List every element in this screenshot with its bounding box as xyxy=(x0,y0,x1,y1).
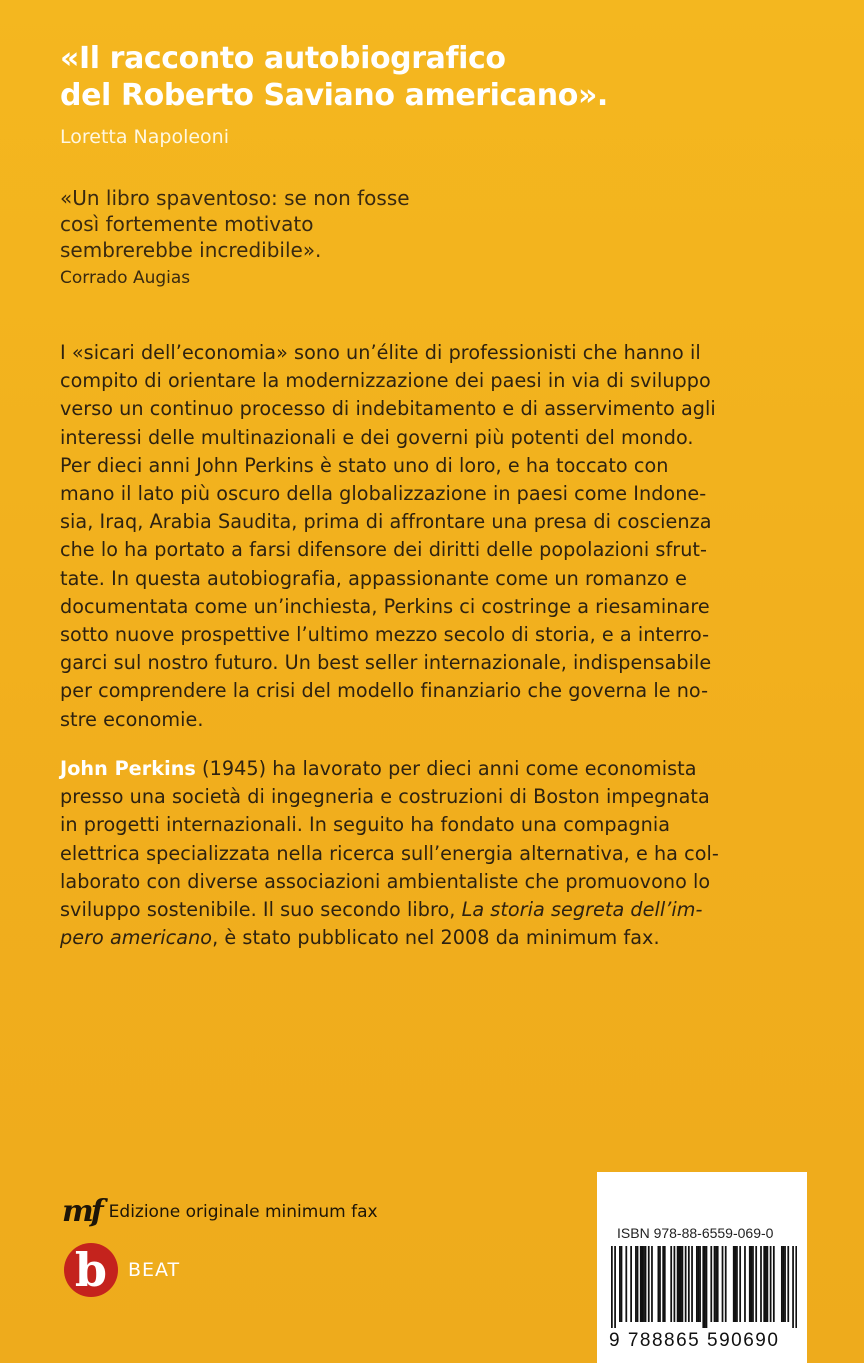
barcode-bar xyxy=(614,1246,616,1328)
barcode-bar xyxy=(658,1246,660,1322)
barcode-bar xyxy=(751,1246,753,1322)
barcode-bar xyxy=(625,1246,627,1322)
bio-line-text: (1945) ha lavorato per dieci anni come economista xyxy=(195,757,697,780)
blurb-line: sia, Iraq, Arabia Saudita, prima di affrontare una presa di coscienza xyxy=(60,510,712,534)
barcode-bar xyxy=(651,1246,653,1322)
bio-line xyxy=(60,896,800,924)
barcode-bar xyxy=(680,1246,682,1322)
beat-imprint xyxy=(64,1243,180,1297)
blurb-line: I «sicari dell’economia» sono un’élite di professionisti che hanno il xyxy=(60,341,701,364)
minimum-fax-credit xyxy=(62,1194,378,1229)
blurb-line: stre economie. xyxy=(60,707,204,731)
barcode-bar xyxy=(691,1246,693,1322)
barcode-bar xyxy=(682,1246,684,1322)
barcode-bar xyxy=(725,1246,727,1322)
second-quote: «Un libro spaventoso: se non fosse così fortemente motivato sembrerebbe incredibile». xyxy=(60,186,410,262)
minimum-fax-logo: mf xyxy=(62,1194,101,1229)
bio-line: in progetti internazionali. In seguito ha fondato una compagnia xyxy=(60,813,671,837)
barcode-bar xyxy=(739,1246,741,1322)
barcode-panel xyxy=(597,1172,807,1363)
barcode-bar xyxy=(787,1246,789,1322)
blurb-line: compito di orientare la modernizzazione dei paesi in via di sviluppo xyxy=(60,369,711,393)
beat-name: BEAT xyxy=(128,1259,181,1281)
barcode-bar xyxy=(755,1246,757,1322)
blurb-line: verso un continuo processo di indebitamento e di asservimento agli xyxy=(60,397,716,421)
barcode-bar xyxy=(710,1246,712,1322)
barcode-bar xyxy=(643,1246,645,1322)
book-title: pero americano xyxy=(60,926,213,950)
edition-credit: Edizione originale minimum fax xyxy=(108,1202,378,1222)
barcode-bar xyxy=(784,1246,786,1322)
barcode-bar xyxy=(645,1246,647,1322)
barcode-bar xyxy=(795,1246,797,1328)
barcode-bar xyxy=(698,1246,700,1322)
blurb-paragraph xyxy=(60,339,800,734)
main-quote-author: Loretta Napoleoni xyxy=(60,126,229,148)
barcode-bar xyxy=(619,1246,621,1322)
barcode-bar xyxy=(792,1246,794,1328)
barcode-bar xyxy=(621,1246,623,1322)
barcode-bar xyxy=(662,1246,664,1322)
barcode-bar xyxy=(760,1246,762,1322)
barcode-bar xyxy=(765,1246,767,1322)
barcode-bar xyxy=(637,1246,639,1322)
blurb-line: interessi delle multinazionali e dei governi più potenti del mondo. xyxy=(60,425,694,449)
barcode-bar xyxy=(717,1246,719,1322)
barcode-bar xyxy=(677,1246,679,1322)
barcode-bar xyxy=(767,1246,769,1322)
barcode-bar xyxy=(736,1246,738,1322)
barcode-bar xyxy=(749,1246,751,1322)
barcode-bars xyxy=(611,1246,797,1328)
barcode-bar xyxy=(752,1246,754,1322)
barcode-digits: 9 788865 590690 xyxy=(609,1330,780,1351)
barcode-bar xyxy=(664,1246,666,1322)
second-quote-author: Corrado Augias xyxy=(60,268,191,288)
book-title: La storia segreta dell’im- xyxy=(461,898,703,922)
barcode-bar xyxy=(699,1246,701,1322)
barcode-bar xyxy=(781,1246,783,1322)
barcode-bar xyxy=(635,1246,637,1322)
blurb-line: documentata come un’inchiesta, Perkins ci costringe a riesaminare xyxy=(60,594,710,618)
author-bio xyxy=(60,755,800,952)
barcode-bar xyxy=(722,1246,724,1322)
bio-line: presso una società di ingegneria e costruzioni di Boston impegnata xyxy=(60,785,710,809)
bio-line: elettrica specializzata nella ricerca sull’energia alternativa, e ha col- xyxy=(60,841,719,865)
bio-line xyxy=(60,755,800,783)
barcode-bar xyxy=(706,1246,708,1328)
barcode-bar xyxy=(630,1246,632,1322)
barcode-bar xyxy=(685,1246,687,1322)
barcode-bar xyxy=(734,1246,736,1322)
barcode-bar xyxy=(641,1246,643,1322)
barcode-bar xyxy=(714,1246,716,1322)
bio-line: laborato con diverse associazioni ambientaliste che promuovono lo xyxy=(60,869,711,893)
barcode-bar xyxy=(688,1246,690,1322)
bio-line-text: , è stato pubblicato nel 2008 da minimum fax. xyxy=(212,926,660,950)
blurb-line: mano il lato più oscuro della globalizzazione in paesi come Indone- xyxy=(60,482,707,506)
barcode-bar xyxy=(702,1246,704,1328)
barcode-bar xyxy=(696,1246,698,1322)
barcode-bar xyxy=(648,1246,650,1322)
blurb-line: garci sul nostro futuro. Un best seller internazionale, indispensabile xyxy=(60,651,712,675)
isbn-label: ISBN 978-88-6559-069-0 xyxy=(617,1225,774,1241)
barcode-bar xyxy=(670,1246,672,1322)
bio-line-text: sviluppo sostenibile. Il suo secondo libro, xyxy=(60,898,462,922)
barcode-bar xyxy=(640,1246,642,1322)
blurb-line: sotto nuove prospettive l’ultimo mezzo secolo di storia, e a interro- xyxy=(60,623,710,647)
barcode-bar xyxy=(704,1246,706,1328)
barcode-bar xyxy=(770,1246,772,1322)
blurb-line: tate. In questa autobiografia, appassionante come un romanzo e xyxy=(60,566,687,590)
author-name: John Perkins xyxy=(60,757,196,780)
blurb-line: Per dieci anni John Perkins è stato uno di loro, e ha toccato con xyxy=(60,453,669,477)
barcode-bar xyxy=(783,1246,785,1322)
barcode-bar xyxy=(611,1246,613,1328)
beat-logo: b xyxy=(64,1243,118,1297)
barcode-bar xyxy=(659,1246,661,1322)
barcode-bar xyxy=(744,1246,746,1322)
blurb-line: per comprendere la crisi del modello finanziario che governa le no- xyxy=(60,679,709,703)
bio-line xyxy=(60,924,800,952)
main-quote: «Il racconto autobiografico del Roberto Saviano americano». xyxy=(60,41,608,113)
barcode-bar xyxy=(763,1246,765,1322)
blurb-line: che lo ha portato a farsi difensore dei diritti delle popolazioni sfrut- xyxy=(60,538,707,562)
barcode-bar xyxy=(678,1246,680,1322)
barcode-bar xyxy=(715,1246,717,1322)
barcode-bar xyxy=(674,1246,676,1322)
barcode-bar xyxy=(773,1246,775,1322)
barcode-bar xyxy=(733,1246,735,1322)
